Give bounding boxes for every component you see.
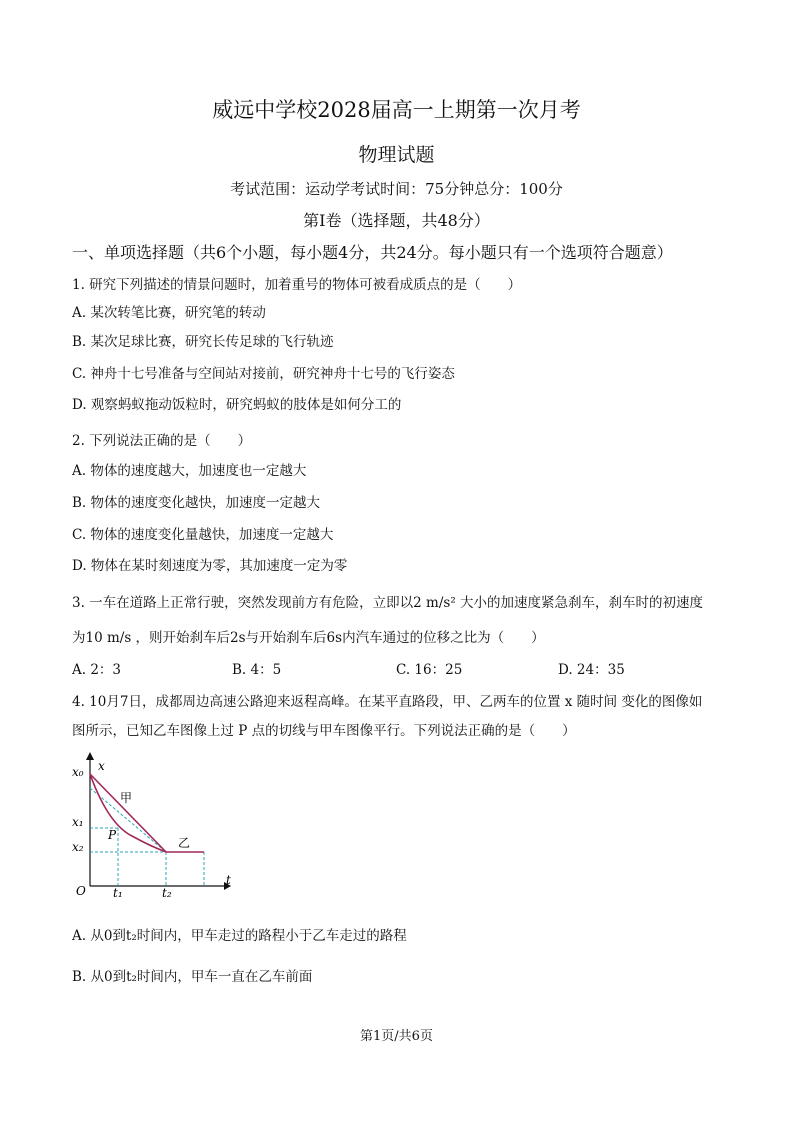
x-axis-arrow: [86, 752, 94, 760]
q3-option-a: A. 2：3: [72, 662, 122, 678]
q4-stem-line2: 图所示，已知乙车图像上过 P 点的切线与甲车图像平行。下列说法正确的是（ ）: [72, 723, 576, 739]
jia-line: [90, 774, 166, 852]
exam-title: 威远中学校2028届高一上期第一次月考: [212, 98, 581, 122]
q2-option-d: D. 物体在某时刻速度为零，其加速度一定为零: [72, 558, 348, 574]
yi-label: 乙: [178, 836, 191, 850]
q3-option-b: B. 4：5: [232, 662, 282, 678]
page-footer: 第1页/共6页: [360, 1029, 433, 1044]
q2-stem: 2. 下列说法正确的是（ ）: [72, 433, 252, 449]
x1-label: x₁: [72, 815, 84, 829]
q2-option-c: C. 物体的速度变化量越快，加速度一定越大: [72, 527, 334, 543]
t1-label: t₁: [113, 886, 123, 898]
q4-option-b: B. 从0到t₂时间内，甲车一直在乙车前面: [72, 969, 313, 985]
q2-option-b: B. 物体的速度变化越快，加速度一定越大: [72, 495, 321, 511]
q3-option-d: D. 24：35: [558, 662, 625, 678]
x-axis-label: x: [98, 759, 105, 773]
q3-stem-line2: 为10 m/s ，则开始刹车后2s与开始刹车后6s内汽车通过的位移之比为（ ）: [72, 630, 545, 646]
q1-option-d: D. 观察蚂蚁拖动饭粒时，研究蚂蚁的肢体是如何分工的: [72, 397, 402, 413]
origin-label: O: [76, 884, 86, 898]
q4-option-a: A. 从0到t₂时间内，甲车走过的路程小于乙车走过的路程: [72, 928, 407, 944]
q3-stem-line1: 3. 一车在道路上正常行驶，突然发现前方有危险，立即以2 m/s² 大小的加速度紧急刹车，刹车时的初速度: [72, 595, 704, 611]
section-heading: 一、单项选择题（共6个小题，每小题4分，共24分。每小题只有一个选项符合题意）: [72, 243, 673, 262]
jia-label: 甲: [120, 791, 133, 805]
q1-option-a: A. 某次转笔比赛，研究笔的转动: [72, 305, 266, 321]
x0-label: x₀: [72, 765, 84, 779]
volume-heading: 第Ⅰ卷（选择题，共48分）: [303, 211, 490, 230]
q1-option-b: B. 某次足球比赛，研究长传足球的飞行轨迹: [72, 334, 334, 350]
exam-info: 考试范围：运动学考试时间：75分钟总分：100分: [230, 180, 563, 198]
p-label: P: [108, 828, 117, 842]
exam-subtitle: 物理试题: [358, 144, 435, 166]
q2-option-a: A. 物体的速度越大，加速度也一定越大: [72, 463, 307, 479]
q3-option-c: C. 16：25: [396, 662, 463, 678]
t2-label: t₂: [162, 886, 172, 898]
position-time-graph: [66, 748, 236, 898]
q1-stem: 1. 研究下列描述的情景问题时，加着重号的物体可被看成质点的是（ ）: [72, 277, 522, 293]
q1-option-c: C. 神舟十七号准备与空间站对接前，研究神舟十七号的飞行姿态: [72, 366, 455, 382]
t-axis-label: t: [226, 873, 231, 887]
q4-stem-line1: 4. 10月7日，成都周边高速公路迎来返程高峰。在某平直路段，甲、乙两车的位置 x 随时间 变化的图像如: [72, 694, 703, 710]
x2-label: x₂: [72, 840, 84, 854]
